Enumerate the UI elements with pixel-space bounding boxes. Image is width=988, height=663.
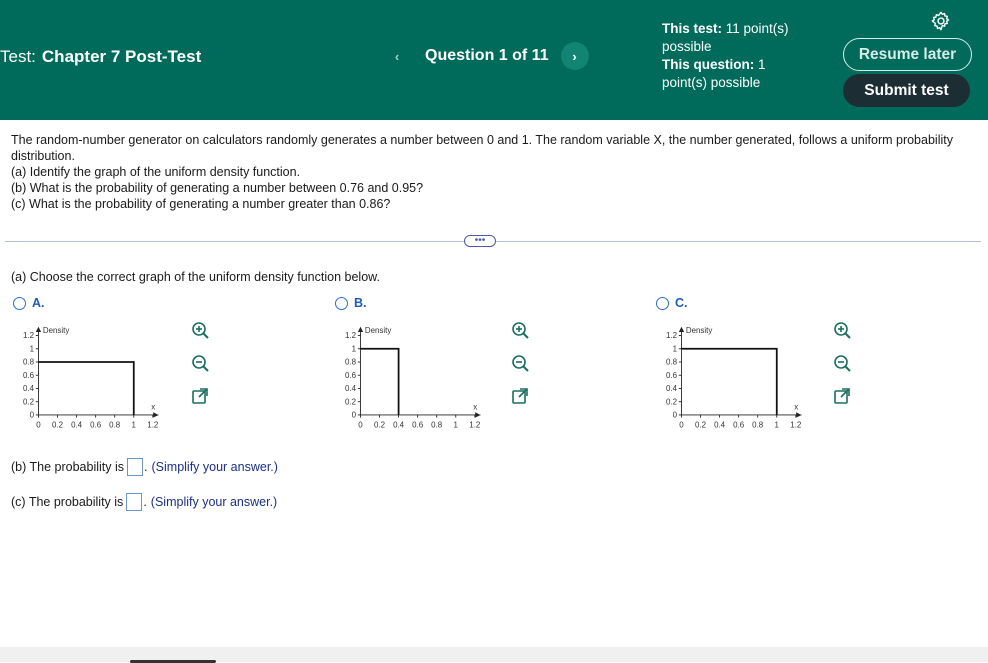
x-tick-label: 0.2 <box>374 420 386 430</box>
x-tick-label: 0 <box>36 420 41 430</box>
answer-input-b[interactable] <box>127 458 143 476</box>
radio-option-c[interactable] <box>656 297 669 310</box>
y-tick-label: 0 <box>351 410 357 420</box>
x-tick-label: 0.8 <box>752 420 764 430</box>
y-tick-label: 0.6 <box>23 370 35 380</box>
y-tick-label: 0.8 <box>666 357 678 367</box>
test-title: Test: Chapter 7 Post-Test <box>0 47 202 66</box>
x-tick-label: 0.2 <box>695 420 707 430</box>
popout-icon[interactable] <box>510 386 530 406</box>
x-tick-label: 1 <box>131 420 136 430</box>
chevron-right-icon: › <box>572 48 577 64</box>
y-tick-label: 0.8 <box>23 357 35 367</box>
zoom-in-icon[interactable] <box>832 320 852 340</box>
chevron-left-icon: ‹ <box>394 48 400 64</box>
x-tick-label: 0.4 <box>393 420 405 430</box>
y-tick-label: 0.2 <box>345 397 357 407</box>
graph-option-a <box>12 316 162 438</box>
x-axis-label: x <box>794 402 799 412</box>
x-tick-label: 1.2 <box>147 420 159 430</box>
x-axis-arrow <box>475 412 480 417</box>
zoom-in-icon[interactable] <box>510 320 530 340</box>
y-tick-label: 0.2 <box>666 397 678 407</box>
option-b[interactable]: B. <box>335 296 367 310</box>
x-axis-arrow <box>153 412 158 417</box>
y-tick-label: 1 <box>672 344 678 354</box>
y-tick-label: 1.2 <box>23 331 35 341</box>
popout-icon[interactable] <box>190 386 210 406</box>
density-line <box>360 349 398 415</box>
radio-option-a[interactable] <box>13 297 26 310</box>
answer-row-b: (b) The probability is . (Simplify your answer.) <box>11 460 278 474</box>
x-axis-label: x <box>473 402 478 412</box>
x-tick-label: 1.2 <box>469 420 481 430</box>
x-tick-label: 0.8 <box>431 420 443 430</box>
zoom-in-icon[interactable] <box>190 320 210 340</box>
y-tick-label: 0.4 <box>666 384 678 394</box>
zoom-out-icon[interactable] <box>832 353 852 373</box>
option-c[interactable]: C. <box>656 296 688 310</box>
y-tick-label: 1.2 <box>345 331 357 341</box>
answer-input-c[interactable] <box>126 493 142 511</box>
question-part-c: (c) What is the probability of generating a number greater than 0.86? <box>11 197 391 211</box>
y-axis-label: Density <box>42 325 70 335</box>
option-a[interactable]: A. <box>13 296 45 310</box>
x-tick-label: 0.4 <box>714 420 726 430</box>
y-tick-label: 0 <box>672 410 678 420</box>
zoom-out-icon[interactable] <box>510 353 530 373</box>
previous-question-button[interactable] <box>383 42 411 70</box>
y-axis-arrow <box>36 327 41 332</box>
x-axis-label: x <box>151 402 156 412</box>
expand-more-button[interactable]: ••• <box>464 235 496 247</box>
x-tick-label: 1 <box>774 420 779 430</box>
x-tick-label: 1 <box>453 420 458 430</box>
x-tick-label: 0.8 <box>109 420 121 430</box>
question-part-a: (a) Identify the graph of the uniform density function. <box>11 165 301 179</box>
y-tick-label: 0.4 <box>345 384 357 394</box>
y-axis-arrow <box>679 327 684 332</box>
next-question-button[interactable] <box>561 42 589 70</box>
zoom-out-icon[interactable] <box>190 353 210 373</box>
y-tick-label: 1 <box>29 344 35 354</box>
graph-option-b <box>334 316 484 438</box>
y-tick-label: 0.6 <box>345 370 357 380</box>
y-tick-label: 0.2 <box>23 397 35 407</box>
x-tick-label: 0.2 <box>52 420 64 430</box>
x-tick-label: 0.6 <box>90 420 102 430</box>
question-part-b: (b) What is the probability of generating a number between 0.76 and 0.95? <box>11 181 424 195</box>
x-axis-arrow <box>796 412 801 417</box>
y-axis-label: Density <box>364 325 392 335</box>
choose-graph-prompt: (a) Choose the correct graph of the uniform density function below. <box>11 270 380 284</box>
y-axis-arrow <box>358 327 363 332</box>
y-tick-label: 0 <box>29 410 35 420</box>
submit-test-button[interactable]: Submit test <box>843 74 970 107</box>
y-tick-label: 0.6 <box>666 370 678 380</box>
question-intro: The random-number generator on calculators randomly generates a number between 0 and 1. The random variable X, the number generated, follows a uniform probability distribution. <box>11 133 953 163</box>
y-tick-label: 1 <box>351 344 357 354</box>
y-tick-label: 0.8 <box>345 357 357 367</box>
x-tick-label: 0.6 <box>733 420 745 430</box>
y-axis-label: Density <box>685 325 713 335</box>
x-tick-label: 0 <box>358 420 363 430</box>
radio-option-b[interactable] <box>335 297 348 310</box>
answer-row-c: (c) The probability is . (Simplify your answer.) <box>11 495 278 509</box>
question-counter: Question 1 of 11 <box>425 47 549 64</box>
graph-option-c <box>655 316 805 438</box>
x-tick-label: 0.4 <box>71 420 83 430</box>
x-tick-label: 1.2 <box>790 420 802 430</box>
resume-later-button[interactable]: Resume later <box>843 38 972 71</box>
x-tick-label: 0 <box>679 420 684 430</box>
density-line <box>38 362 133 415</box>
x-tick-label: 0.6 <box>412 420 424 430</box>
question-text <box>11 132 971 212</box>
popout-icon[interactable] <box>832 386 852 406</box>
points-info: This test: 11 point(s) possible This question: 1 point(s) possible <box>662 21 789 90</box>
question-navigator <box>383 41 589 71</box>
y-tick-label: 1.2 <box>666 331 678 341</box>
density-line <box>681 349 776 415</box>
test-header <box>0 0 988 120</box>
y-tick-label: 0.4 <box>23 384 35 394</box>
gear-icon[interactable] <box>930 10 952 32</box>
